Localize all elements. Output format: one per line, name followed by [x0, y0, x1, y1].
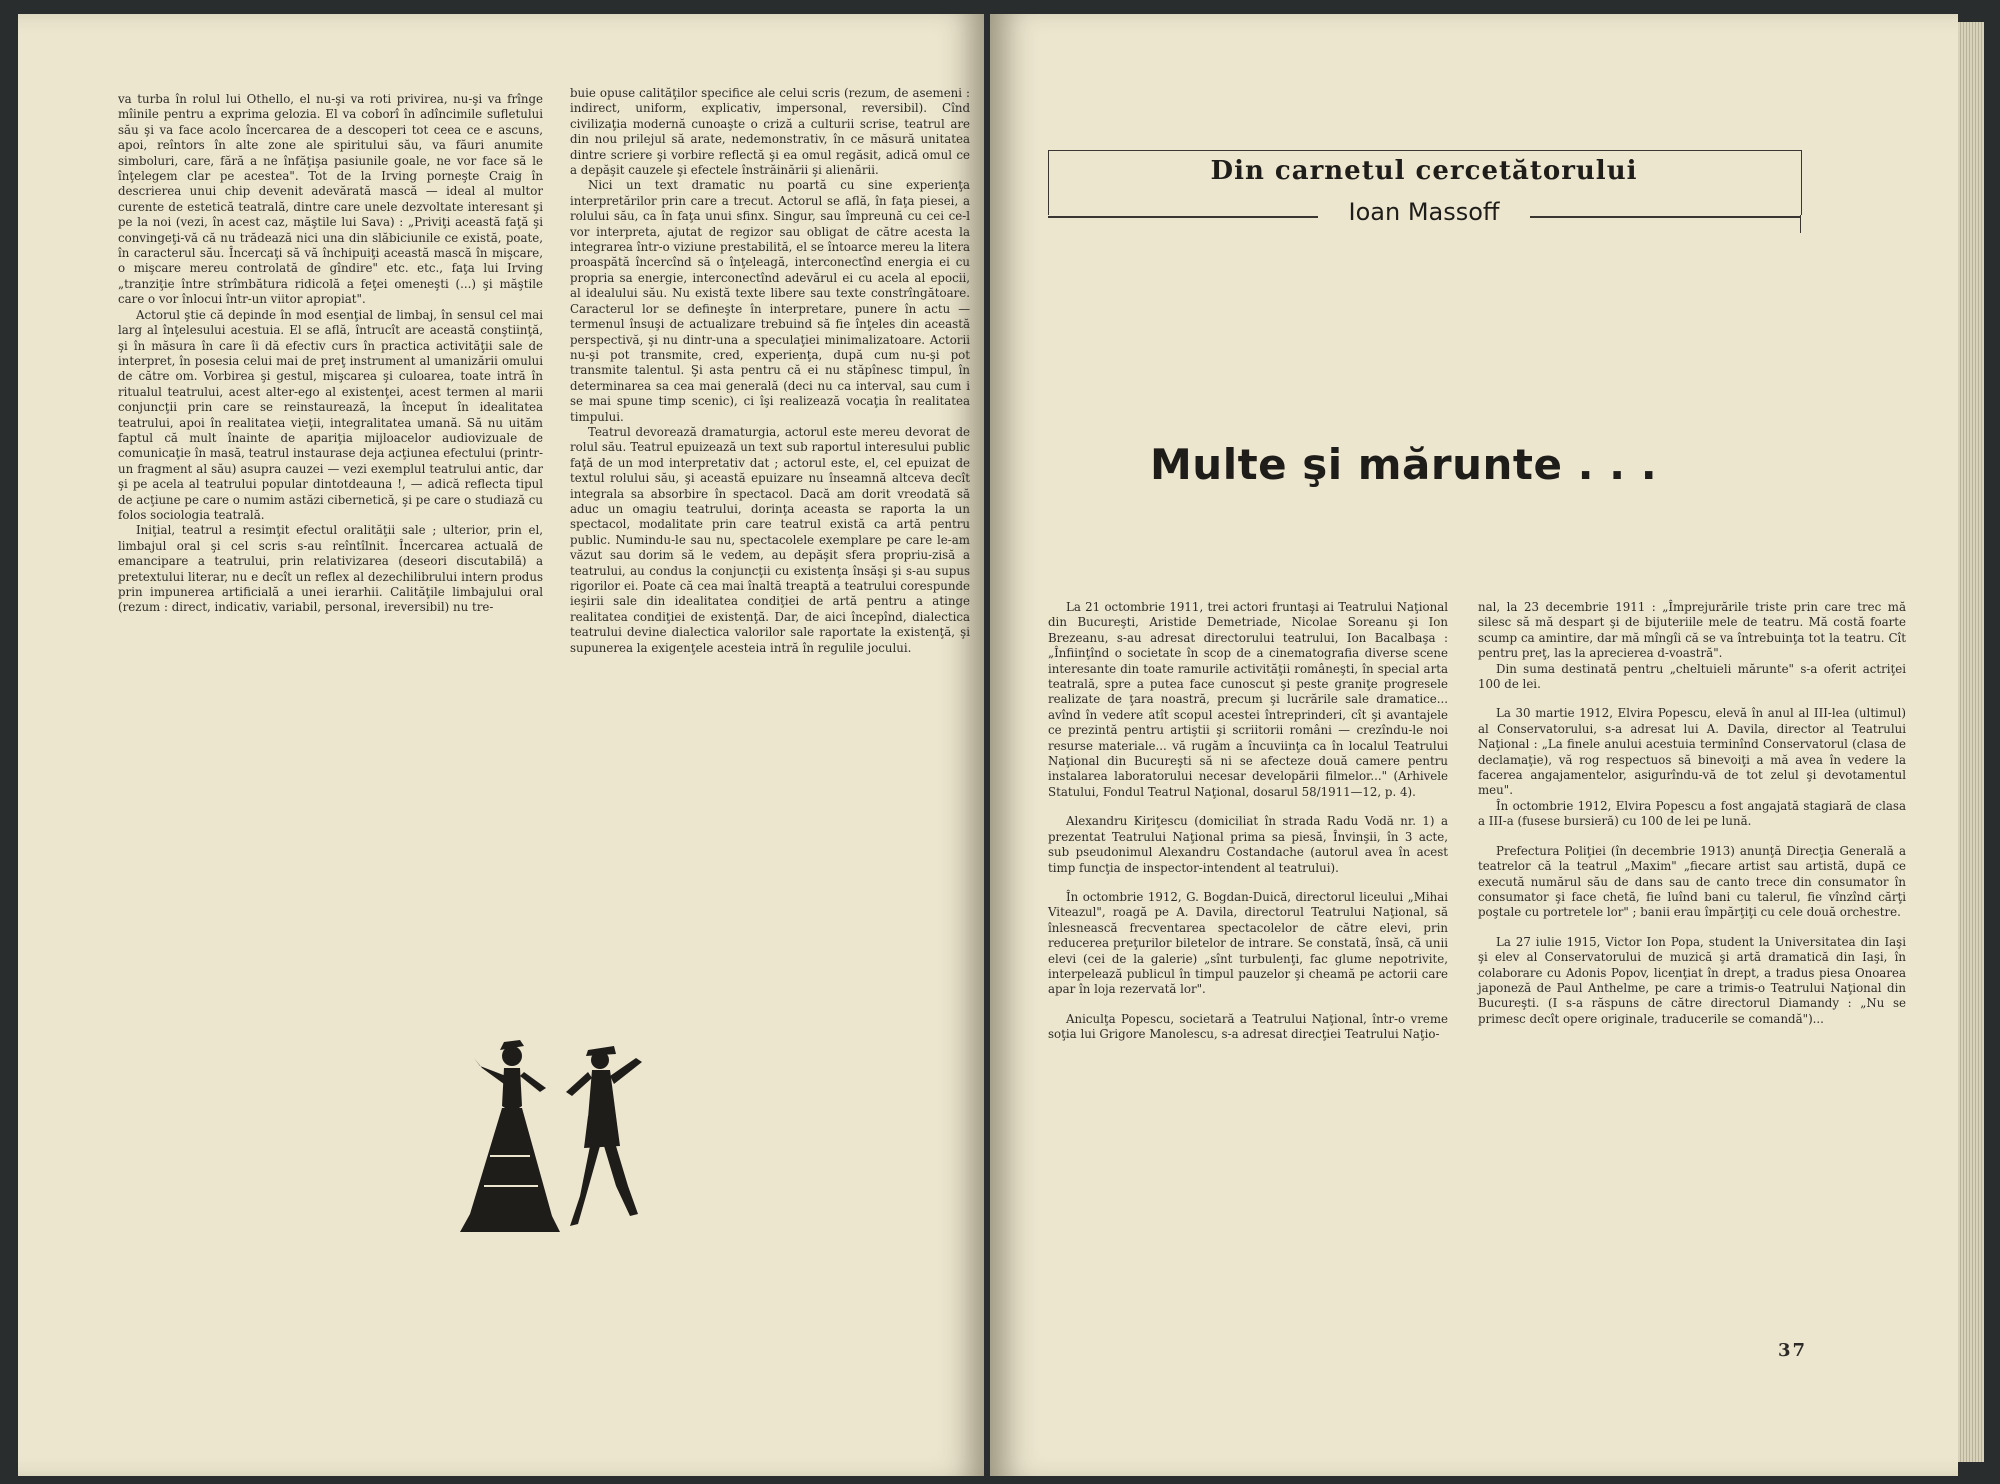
author-name: Ioan Massoff — [1348, 198, 1500, 226]
rubric-title: Din carnetul cercetătorului — [1210, 156, 1638, 186]
paragraph: Din suma destinată pentru „cheltuieli mărunte" s-a oferit actriţei 100 de lei. — [1478, 661, 1906, 692]
article-headline: Multe şi mărunte . . . — [1150, 440, 1658, 489]
right-column-1 — [1048, 600, 1448, 1043]
paragraph: buie opuse calităţilor specifice ale celui scris (rezum, de asemeni : indirect, uniform, explicativ, impersonal, reversibil). Cînd civilizaţia modernă cunoaşte o criză a culturii scrise, teatrul are din nou prilejul să arate, nedemonstrativ, în ce măsură unitatea dintre scriere şi vorbire reflectă şi ea omul regăsit, adică omul ce a depăşit cauzele şi efectele înstrăinării şi alienării. — [570, 86, 970, 178]
paragraph: Iniţial, teatrul a resimţit efectul oralităţii sale ; ulterior, prin el, limbajul oral şi cel scris s-au reîntîlnit. Încercarea actuală de emancipare a teatrului, prin relativizarea (deseori discutabilă) a pretextului literar, nu e decît un reflex al dezechilibrului intern produs prin impunerea artificială a unei ierarhii. Calităţile limbajului oral (rezum : direct, indicativ, variabil, personal, ireversibil) nu tre- — [118, 523, 543, 615]
paragraph: va turba în rolul lui Othello, el nu-şi va roti privirea, nu-şi va frînge mîinile pentru a exprima gelozia. El va coborî în adîncimile sufletului său şi va face acolo încercarea de a descoperi tot ceea ce e ascuns, apoi, reîntors în alte zone ale spiritului său, va făuri anumite simboluri, care, fără a ne înfăţişa pasiunile goale, ne vor face să le înţelegem clar pe acestea". Tot de la Irving porneşte Craig în descrierea unui chip devenit adevărată mască — ideal al multor curente de estetică teatrală, dintre care unele dezvoltate interesant şi pe la noi (vezi, în acest caz, măştile lui Sava) : „Priviţi această faţă şi convingeţi-vă că nu trădează nici una din slăbiciunile ce există, poate, în caracterul său. Încercaţi să vă închipuiţi această mască în mişcare, o mişcare mereu controlată de gîndire" etc. etc., faţa lui Irving „tranziţie între strîmbătura ridicolă a feţei omeneşti (...) şi măştile care o vor înlocui într-un viitor apropiat". — [118, 92, 543, 307]
paragraph: Alexandru Kiriţescu (domiciliat în strada Radu Vodă nr. 1) a prezentat Teatrului Naţional prima sa piesă, Învinşii, în 3 acte, sub pseudonimul Alexandru Costandache (autorul avea în acest timp funcţia de inspector-intendent al teatrului). — [1048, 814, 1448, 875]
paragraph: Prefectura Poliţiei (în decembrie 1913) anunţă Direcţia Generală a teatrelor că la teatrul „Maxim" „fiecare artist sau artistă, după ce execută numărul său de dans sau de canto trece din consumator în consumator şi face chetă, fie luînd bani cu talerul, fie vînzînd cărţi poştale cu portretele lor" ; banii erau împărţiţi cu cele două orchestre. — [1478, 843, 1906, 920]
left-column-1 — [118, 92, 543, 616]
paragraph: nal, la 23 decembrie 1911 : „Împrejurările triste prin care trec mă silesc să mă despart şi de bijuteriile mele de teatru. Mă costă foarte scump ca amintire, dar mă mîngîi că se va întrebuinţa tot la teatru. Cît pentru preţ, las la aprecierea d-voastră". — [1478, 600, 1906, 661]
page-number: 37 — [1778, 1340, 1808, 1361]
paragraph: Teatrul devorează dramaturgia, actorul este mereu devorat de rolul său. Teatrul epuizează un text sub raportul interesului public faţă de un mod interpretativ dat ; actorul este, el, cel epuizat de textul rolului său, şi această epuizare nu înseamnă altceva decît integrala sa absorbire în spectacol. Dacă am dorit vreodată să aduc un omagiu teatrului, dorinţa aceasta se raporta la un spectacol, modalitate prin care teatrul există ca artă pentru public. Numindu-le sau nu, spectacolele exemplare pe care le-am văzut sau dorim să le vedem, au depăşit sfera propriu-zisă a teatrului, au condus la conjuncţii cu existenţa însăşi şi s-au supus rigorilor ei. Poate că cea mai înaltă treaptă a teatrului corespunde ieşirii sale din idealitatea condiţiei de artă pentru a atinge realitatea condiţiei de existenţă. Dar, de aici începînd, dialectica teatrului devine dialectica valorilor sale raportate la existenţă, şi supunerea la exigenţele acesteia intră în regulile jocului. — [570, 424, 970, 655]
dancers-illustration — [460, 1036, 650, 1236]
paragraph: Nici un text dramatic nu poartă cu sine experienţa interpretărilor prin care a trecut. Actorul se află, în faţa piesei, a rolului său, ca în faţa unui sfinx. Singur, sau împreună cu cei ce-l vor interpreta, ajutat de regizor sau obligat de către acesta la integrarea într-o viziune prestabilită, el se întoarce mereu la litera proaspătă încercînd să o înţeleagă, interconectînd energia ei cu propria sa energie, interconectînd adevărul ei cu acela al epocii, al idealului său. Nu există texte libere sau texte constrîngătoare. Caracterul lor se defineşte în interpretare, punere în actu — termenul însuşi de actualizare trebuind să fie înţeles din această perspectivă, şi nu dintr-una a speculaţiei minimalizatoare. Actorii nu-şi pot transmite, cred, experienţa, după cum nu-şi pot transmite talentul. Şi asta pentru că ei nu stăpînesc timpul, în determinarea sa cea mai generală (deci nu ca interval, sau cum i se mai spune timp scenic), ci îşi realizează vocaţia în realitatea timpului. — [570, 178, 970, 424]
paragraph: În octombrie 1912, Elvira Popescu a fost angajată stagiară de clasa a III-a (fusese bursieră) cu 100 de lei pe lună. — [1478, 798, 1906, 829]
left-page — [18, 14, 984, 1476]
page-edges — [1958, 22, 1984, 1462]
paragraph: În octombrie 1912, G. Bogdan-Duică, directorul liceului „Mihai Viteazul", roagă pe A. Davila, directorul Teatrului Naţional, să înlesnească frecventarea spectacolelor de către elevi, prin reducerea preţurilor biletelor de intrare. Se constată, însă, că unii elevi (cei de la galerie) „sînt turbulenţi, fac glume nepotrivite, interpelează publicul în timpul pauzelor şi cheamă pe actorii care apar în loja rezervată lor". — [1048, 889, 1448, 997]
paragraph: La 27 iulie 1915, Victor Ion Popa, student la Universitatea din Iaşi şi elev al Conservatorului de muzică şi artă dramatică din Iaşi, în colaborare cu Adonis Popov, licenţiat în drept, a tradus piesa Onoarea japoneză de Paul Anthelme, pe care a trimis-o Teatrului Naţional din Bucureşti. (I s-a răspuns de către directorul Diamandy : „Nu se primesc decît opere originale, traducerile se comandă")... — [1478, 934, 1906, 1026]
paragraph: La 30 martie 1912, Elvira Popescu, elevă în anul al III-lea (ultimul) al Conservatorului, s-a adresat lui A. Davila, director al Teatrului Naţional : „La finele anului acestuia terminînd Conservatorul (clasa de declamaţie), vă rog respectuos să binevoiţi a mă avea în vedere la facerea angajamentelor, asigurîndu-vă de tot zelul şi devotamentul meu". — [1478, 706, 1906, 798]
paragraph: Actorul ştie că depinde în mod esenţial de limbaj, în sensul cel mai larg al înţelesului acestuia. El se află, întrucît are această conştiinţă, şi în măsura în care îi dă efectiv curs în practica activităţii sale de interpret, în posesia celui mai de preţ instrument al umanizării omului de către om. Vorbirea şi gestul, mişcarea şi culoarea, toate intră în ritualul teatrului, acest alter-ego al existenţei, acest termen al marii conjuncţii prin care se reinstaurează, la început în idealitatea teatrului, apoi în realitatea vieţii, integralitatea umană. Să nu uităm faptul că mult înainte de apariţia mijloacelor audiovizuale de comunicaţie în masă, teatrul instaurase deja acţiunea efectului (printr-un fragment al său) asupra cauzei — vezi exemplul teatrului antic, dar şi pe acela al teatrului popular dintotdeauna !, — adică reflecta tipul de acţiune pe care o numim astăzi cibernetică, şi pe care o studiază cu folos sociologia teatrală. — [118, 307, 543, 522]
paragraph: Aniculţa Popescu, societară a Teatrului Naţional, într-o vreme soţia lui Grigore Manolescu, s-a adresat direcţiei Teatrului Naţio- — [1048, 1011, 1448, 1042]
right-column-2 — [1478, 600, 1906, 1027]
left-column-2 — [570, 86, 970, 656]
paragraph: La 21 octombrie 1911, trei actori fruntaşi ai Teatrului Naţional din Bucureşti, Aristide Demetriade, Nicolae Soreanu şi Ion Brezeanu, s-au adresat directorului teatrului, Ion Bacalbaşa : „Înfiinţînd o societate în scop de a cinematografia diverse scene interesante din toate ramurile activităţii româneşti, în special arta teatrală, spre a putea face cunoscut şi peste graniţe progresele realizate de ţara noastră, precum şi lucrările sale dramatice... avînd în vedere atît scopul acestei întreprinderi, cît şi avantajele ce prezintă pentru artiştii şi scriitorii români — crezîndu-le noi resurse materiale... vă rugăm a încuviinţa ca în localul Teatrului Naţional din Bucureşti să ni se afecteze două camere pentru instalarea laboratorului necesar developării filmelor..." (Arhivele Statului, Fondul Teatrul Naţional, dosarul 58/1911—12, p. 4). — [1048, 600, 1448, 799]
